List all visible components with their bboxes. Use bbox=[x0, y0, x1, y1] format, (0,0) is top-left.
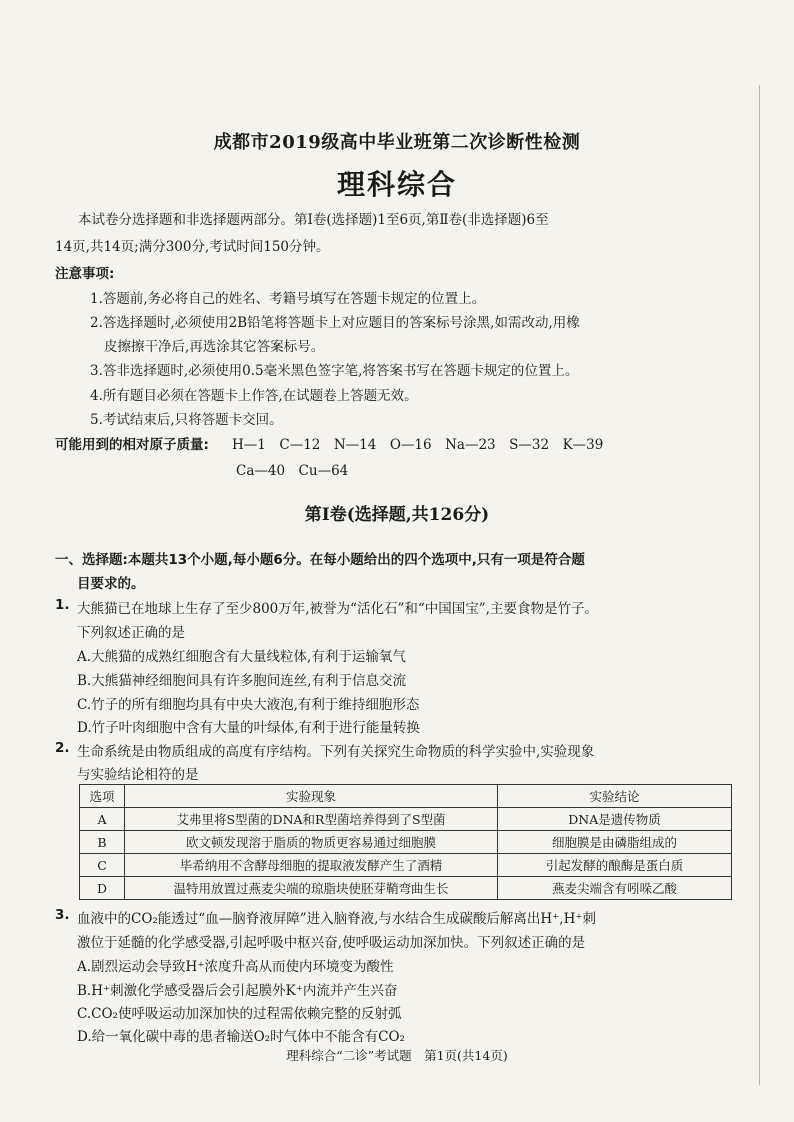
table-cell: 毕希纳用不含酵母细胞的提取液发酵产生了酒精 bbox=[125, 854, 498, 877]
table-cell: DNA是遗传物质 bbox=[498, 808, 732, 831]
table-row bbox=[80, 808, 732, 831]
q2-stem-2: 与实验结论相符的是 bbox=[77, 767, 199, 783]
table-cell: C bbox=[80, 854, 125, 877]
page-edge-line bbox=[759, 85, 760, 1085]
column-header: 实验现象 bbox=[125, 785, 498, 808]
table-cell: A bbox=[80, 808, 125, 831]
section-title: 第Ⅰ卷(选择题,共126分) bbox=[304, 505, 490, 525]
q3-option: A.剧烈运动会导致H⁺浓度升高从而使内环境变为酸性 bbox=[77, 959, 394, 975]
atomic-mass-line-1: H—1 C—12 N—14 O—16 Na—23 S—32 K—39 bbox=[232, 437, 604, 453]
question-number: 2. bbox=[55, 740, 70, 756]
note-item: 1.答题前,务必将自己的姓名、考籍号填写在答题卡规定的位置上。 bbox=[90, 291, 486, 307]
q3-stem-2: 激位于延髓的化学感受器,引起呼吸中枢兴奋,使呼吸运动加深加快。下列叙述正确的是 bbox=[77, 935, 586, 951]
q1-stem-2: 下列叙述正确的是 bbox=[77, 625, 185, 641]
q3-option: C.CO₂使呼吸运动加深加快的过程需依赖完整的反射弧 bbox=[77, 1006, 402, 1022]
table-cell: 引起发酵的酿酶是蛋白质 bbox=[498, 854, 732, 877]
section-instruction-2: 目要求的。 bbox=[77, 576, 145, 592]
q1-stem-1: 大熊猫已在地球上生存了至少800万年,被誉为“活化石”和“中国国宝”,主要食物是竹子。 bbox=[77, 601, 598, 617]
table-cell: B bbox=[80, 831, 125, 854]
q2-stem-1: 生命系统是由物质组成的高度有序结构。下列有关探究生命物质的科学实验中,实验现象 bbox=[77, 744, 595, 760]
intro-line-2: 14页,共14页;满分300分,考试时间150分钟。 bbox=[55, 239, 330, 255]
section-instruction-1: 一、选择题:本题共13个小题,每小题6分。在每小题给出的四个选项中,只有一项是符合题 bbox=[55, 552, 585, 568]
table-cell: 细胞膜是由磷脂组成的 bbox=[498, 831, 732, 854]
table-cell: 燕麦尖端含有吲哚乙酸 bbox=[498, 877, 732, 900]
q1-option: B.大熊猫神经细胞间具有许多胞间连丝,有利于信息交流 bbox=[77, 673, 407, 689]
note-item: 5.考试结束后,只将答题卡交回。 bbox=[90, 412, 283, 428]
table-cell: D bbox=[80, 877, 125, 900]
note-item: 2.答选择题时,必须使用2B铅笔将答题卡上对应题目的答案标号涂黑,如需改动,用橡 bbox=[90, 315, 580, 331]
atomic-mass-label: 可能用到的相对原子质量: bbox=[55, 437, 209, 453]
note-item: 3.答非选择题时,必须使用0.5毫米黑色签字笔,将答案书写在答题卡规定的位置上。 bbox=[90, 363, 579, 379]
q1-option: C.竹子的所有细胞均具有中央大液泡,有利于维持细胞形态 bbox=[77, 697, 420, 713]
table-row bbox=[80, 877, 732, 900]
q3-option: B.H⁺刺激化学感受器后会引起膜外K⁺内流并产生兴奋 bbox=[77, 983, 398, 999]
table-header-row bbox=[80, 785, 732, 808]
q1-option: D.竹子叶肉细胞中含有大量的叶绿体,有利于进行能量转换 bbox=[77, 720, 420, 736]
table-cell: 艾弗里将S型菌的DNA和R型菌培养得到了S型菌 bbox=[125, 808, 498, 831]
column-header: 选项 bbox=[80, 785, 125, 808]
column-header: 实验结论 bbox=[498, 785, 732, 808]
q3-option: D.给一氧化碳中毒的患者输送O₂时气体中不能含有CO₂ bbox=[77, 1029, 405, 1045]
experiment-table bbox=[79, 784, 732, 900]
q1-option: A.大熊猫的成熟红细胞含有大量线粒体,有利于运输氧气 bbox=[77, 649, 406, 665]
intro-line-1: 本试卷分选择题和非选择题两部分。第Ⅰ卷(选择题)1至6页,第Ⅱ卷(非选择题)6至 bbox=[78, 212, 549, 228]
note-item: 4.所有题目必须在答题卡上作答,在试题卷上答题无效。 bbox=[90, 388, 418, 404]
question-number: 1. bbox=[55, 597, 70, 613]
notes-heading: 注意事项: bbox=[55, 266, 115, 282]
table-row bbox=[80, 831, 732, 854]
note-item: 皮擦擦干净后,再选涂其它答案标号。 bbox=[104, 339, 325, 355]
question-number: 3. bbox=[55, 907, 70, 923]
table-cell: 温特用放置过燕麦尖端的琼脂块使胚芽鞘弯曲生长 bbox=[125, 877, 498, 900]
table-row bbox=[80, 854, 732, 877]
atomic-mass-line-2: Ca—40 Cu—64 bbox=[236, 463, 349, 479]
page-footer: 理科综合“二诊”考试题 第1页(共14页) bbox=[286, 1048, 508, 1063]
table-cell: 欧文顿发现溶于脂质的物质更容易通过细胞膜 bbox=[125, 831, 498, 854]
exam-subject: 理科综合 bbox=[336, 168, 457, 201]
exam-title: 成都市2019级高中毕业班第二次诊断性检测 bbox=[213, 132, 581, 153]
q3-stem-1: 血液中的CO₂能透过“血—脑脊液屏障”进入脑脊液,与水结合生成碳酸后解离出H⁺,H⁺刺 bbox=[77, 911, 596, 927]
